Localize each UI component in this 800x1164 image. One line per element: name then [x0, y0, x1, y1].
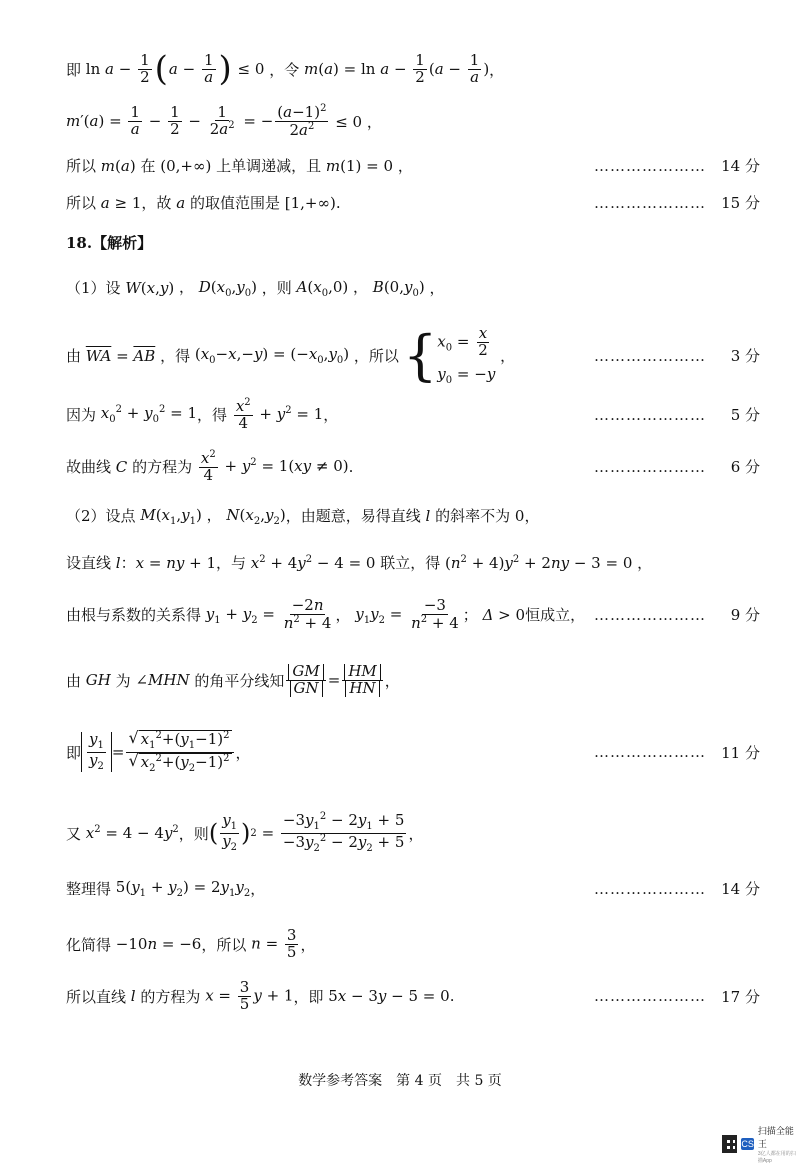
text: ，则	[261, 279, 292, 297]
leader-dots: …………………	[594, 156, 706, 175]
score	[594, 456, 760, 477]
score	[594, 604, 760, 625]
leader-dots: …………………	[594, 743, 706, 761]
leader-dots: …………………	[594, 879, 706, 898]
score	[594, 986, 760, 1007]
text: ，由题意，易得直线	[285, 507, 421, 525]
step-line: 所以直线 l 的方程为 x = $\frac{3}{5}$ y + 1 ，即 5x − 3y − 5 = 0 . ………………… 17 分	[66, 978, 760, 1013]
text: .	[449, 987, 455, 1006]
text: ，	[250, 880, 266, 898]
step-line: 化简得 −10n = −6 ，所以 n = $\frac{3}{5}$ ，	[66, 926, 316, 961]
step-line: （1）设 W(x,y) ， $D(x_0,y_0)$ ，则 $A(x_0,0)$ ， $B(0,y_0)$ ，	[66, 278, 445, 299]
leader-dots: …………………	[594, 405, 706, 424]
points: 17 分	[721, 987, 760, 1006]
text: 整理得	[66, 880, 112, 898]
section-heading	[66, 232, 760, 253]
text: 所以	[66, 194, 97, 212]
text: 为	[115, 671, 131, 690]
text: ，	[300, 935, 316, 954]
text: ，	[384, 671, 400, 690]
text: （1）设	[66, 279, 121, 297]
watermark-title: 扫描全能王	[757, 1126, 794, 1149]
step-line: 由 $\overline{WA} = \overline{AB}$ ，得 $(x_0-x,-y) = (-x_0,y_0)$ ，所以 { $x_0$ = $\frac{x}{2}$ $y_0 = -y$ ， ………………… 3 分	[66, 323, 760, 387]
points: 5 分	[730, 406, 760, 425]
text: ；	[462, 606, 478, 625]
points: 15 分	[721, 194, 760, 212]
text: 设直线	[66, 554, 112, 572]
step-line: 因为 $x_0^2 + y_0^2 = 1$ ，得 $\frac{x^2}{4}$ + $y^2 = 1$ ， ………………… 5 分	[66, 397, 760, 432]
text: ，	[323, 406, 339, 425]
text: 的方程为	[132, 458, 193, 477]
text: ，与	[216, 554, 247, 572]
text: 化简得	[66, 935, 112, 954]
scanner-watermark	[722, 1124, 800, 1164]
text: 联立，得	[380, 554, 441, 572]
score	[594, 404, 760, 425]
step-line: 故曲线 C 的方程为 $\frac{x^2}{4}$ + $y^2 = 1(xy \ne 0)$ . ………………… 6 分	[66, 449, 760, 484]
text: 因为	[66, 406, 97, 425]
text: ，	[489, 60, 505, 79]
score	[594, 345, 760, 366]
text: ，	[637, 554, 653, 572]
text: 又	[66, 824, 82, 843]
text: 恒成立，	[525, 606, 586, 625]
text: 由	[66, 347, 82, 366]
leader-dots: …………………	[594, 987, 706, 1006]
text: 的方程为	[140, 987, 201, 1006]
text: 故曲线	[66, 458, 112, 477]
text: 上单调递减，且	[216, 157, 322, 175]
leader-dots: …………………	[594, 193, 706, 212]
step-line: m ′( a ) = $\frac{1}{a}$ − $\frac{1}{2}$ − $\frac{1}{2a^2}$ = − $\frac{(a-1)^2}{2a^2}$ ≤ 0 ，	[66, 102, 382, 139]
text: ，	[397, 157, 413, 175]
text: 所以	[66, 157, 97, 175]
step-line: 又 $x^2 = 4 - 4y^2$ ，则 ( $\frac{y_1}{y_2}$ ) 2 = $\frac{-3y_1^2 - 2y_1 + 5}{-3y_2^2 - 2y_2 + 5}$ ，	[66, 811, 424, 854]
points: 3 分	[730, 347, 760, 366]
text: 18.【解析】	[66, 234, 153, 252]
text: ，	[408, 824, 424, 843]
text: ：	[120, 554, 136, 572]
leader-dots: …………………	[594, 457, 706, 476]
app-logo-icon: CS	[741, 1139, 754, 1149]
text: ，则	[178, 824, 209, 843]
text: ，	[429, 279, 445, 297]
points: 14 分	[721, 880, 760, 898]
step-line: 由 GH 为 ∠MHN 的角平分线知 $\frac{GM}{GN}$ = $\frac{HM}{HN}$ ，	[66, 662, 400, 697]
step-line: 所以 m(a) 在 (0,+∞) 上单调递减，且 m(1) = 0 ， ………………… 14 分	[66, 156, 760, 175]
text: .	[335, 193, 341, 212]
text: ，故	[141, 194, 172, 212]
text: 即	[66, 743, 82, 762]
points: 11 分	[721, 743, 760, 762]
text: ，得	[197, 406, 228, 425]
text: 的斜率不为 0，	[435, 507, 540, 525]
text: ，	[335, 606, 351, 625]
leader-dots: …………………	[594, 346, 706, 365]
points: 14 分	[721, 157, 760, 175]
step-line: 设直线 l ： x = ny + 1 ，与 $x^2 + 4y^2 - 4 = 0$ 联立，得 $(n^2 + 4)y^2 + 2ny - 3 = 0$ ，	[66, 553, 653, 572]
score	[594, 878, 760, 899]
text: ，	[269, 60, 285, 79]
text: 的取值范围是	[189, 194, 280, 212]
text: 所以直线	[66, 987, 127, 1006]
step-line: 即 $\frac{y_1}{y_2}$ = √ $x_1^2+(y_1-1)^2$ √ $x_2^2+(y_2-1)^2$ ， ………………… 11 分	[66, 728, 760, 774]
text: 令	[284, 60, 300, 79]
text: .	[348, 457, 354, 476]
step-line: 所以 a ≥ 1 ，故 a 的取值范围是 [1,+∞) . ………………… 15 分	[66, 193, 760, 212]
points: 9 分	[730, 606, 760, 625]
step-line: （2）设点 $M(x_1,y_1)$ ， $N(x_2,y_2)$ ，由题意，易得直线 l 的斜率不为 0，	[66, 506, 540, 527]
score	[594, 192, 760, 213]
text: 由	[66, 671, 82, 690]
score	[594, 155, 760, 176]
text: ，所以	[201, 935, 247, 954]
text: ，	[235, 743, 251, 762]
text: ，	[500, 347, 516, 366]
step-line: 由根与系数的关系得 $y_1 + y_2$ = $\frac{-2n}{n^2 + 4}$ ， $y_1y_2$ = $\frac{-3}{n^2 + 4}$ ； Δ > 0 恒成立， ………………… 9 分	[66, 596, 760, 632]
points: 6 分	[730, 458, 760, 477]
text: （2）设点	[66, 507, 136, 525]
text: 在	[140, 157, 156, 175]
text: 的角平分线知	[194, 671, 285, 690]
text: ，得	[160, 347, 191, 366]
watermark-subtitle: 3亿人都在用的扫描App	[757, 1151, 796, 1164]
text: 即	[66, 60, 82, 79]
text: 由根与系数的关系得	[66, 606, 202, 625]
leader-dots: …………………	[594, 605, 706, 624]
step-line: 即 ln a − $\frac{1}{2}$ ( a − $\frac{1}{a}$ ) ≤ 0 ， 令 m(a) = ln a − $\frac{1}{2}$ (a − $\frac{1}{a}$ ) ，	[66, 49, 505, 89]
text: ，所以	[353, 347, 399, 366]
text: ，即	[293, 987, 324, 1006]
qr-code-icon	[722, 1135, 737, 1153]
score	[594, 742, 760, 763]
page-footer: 数学参考答案 第 4 页 共 5 页	[298, 1073, 502, 1089]
step-line: 整理得 $5(y_1 + y_2) = 2y_1y_2$ ， ………………… 14 分	[66, 878, 760, 899]
